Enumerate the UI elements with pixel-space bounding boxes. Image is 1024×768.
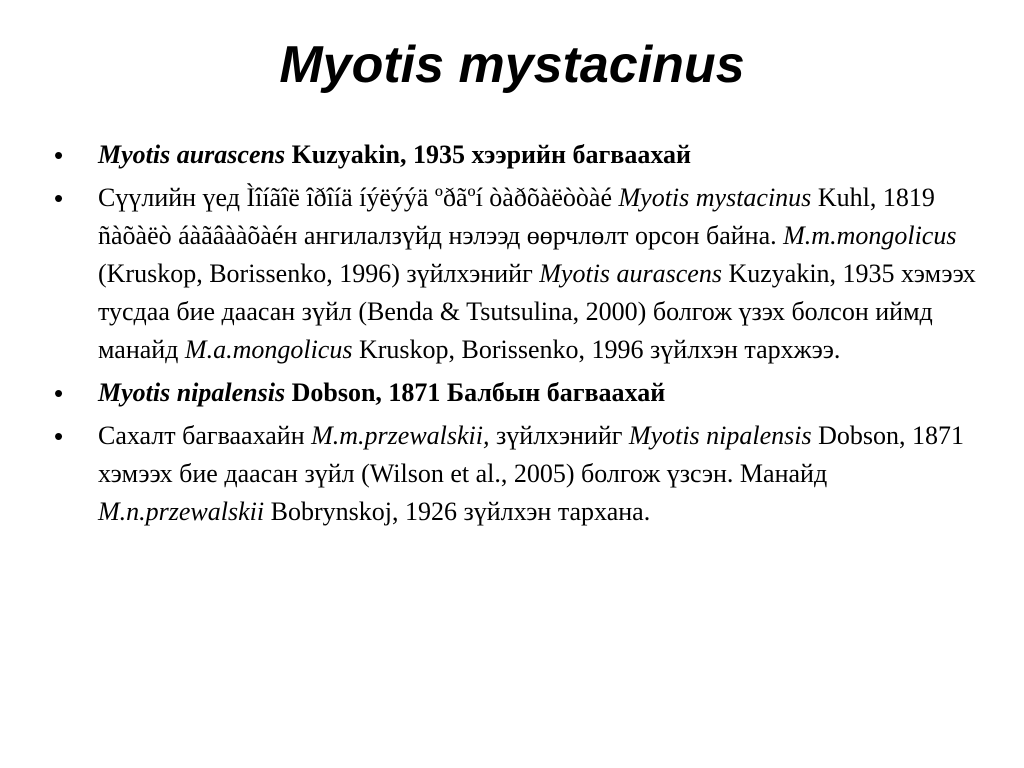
bullet-text-segment: Kuzyakin, 1935 хээрийн багваахай	[285, 140, 691, 169]
bullet-text-segment: Bobrynskoj, 1926 зүйлхэн тархана.	[264, 497, 651, 526]
bullet-list	[54, 136, 984, 536]
slide-title: Myotis mystacinus	[279, 36, 745, 94]
bullet-text-segment: Dobson, 1871 Балбын багваахай	[285, 378, 666, 407]
bullet-text-segment: Kuzyakin, 1935 хэмээх тусдаа бие даасан зүйл (Benda & Tsutsulina, 2000) болгож үзэх болсон иймд манайд	[98, 259, 976, 364]
bullet-item	[54, 136, 984, 174]
bullet-text-segment: Kruskop, Borissenko, 1996 зүйлхэн тархжээ.	[352, 335, 841, 364]
bullet-icon: •	[54, 140, 64, 170]
bullet-text-segment: M.m.przewalskii,	[311, 421, 490, 450]
bullet-item	[54, 417, 984, 531]
bullet-text-segment: M.n.przewalskii	[98, 497, 265, 526]
bullet-text-segment: M.a.mongolicus	[184, 335, 353, 364]
bullet-text-segment: Myotis nipalensis	[628, 421, 812, 450]
bullet-item	[54, 179, 984, 369]
bullet-text-segment: (Kruskop, Borissenko, 1996) зүйлхэнийг	[98, 259, 540, 288]
bullet-text-segment: Myotis nipalensis	[98, 378, 286, 407]
bullet-text-segment: Dobson, 1871 хэмээх бие даасан зүйл (Wilson et al., 2005) болгож үзсэн. Манайд	[98, 421, 965, 488]
bullet-text-segment: Сүүлийн үед Ìîíãîë îðîíä íýëýýä ºðãºí òàðõàëòòàé	[98, 183, 619, 212]
bullet-text-segment: Kuhl, 1819 ñàõàëò áàãâààõàéн ангилалзүйд нэлээд өөрчлөлт орсон байна.	[98, 183, 935, 250]
bullet-text-segment: Myotis aurascens	[539, 259, 722, 288]
bullet-icon: •	[54, 378, 64, 408]
bullet-text-segment: Myotis aurascens	[98, 140, 286, 169]
bullet-item	[54, 374, 984, 412]
bullet-text-segment: зүйлхэнийг	[489, 421, 629, 450]
bullet-icon: •	[54, 421, 64, 451]
bullet-icon: •	[54, 183, 64, 213]
bullet-text-segment: Сахалт багваахайн	[98, 421, 312, 450]
bullet-text-segment: M.m.mongolicus	[783, 221, 957, 250]
bullet-text-segment: Myotis mystacinus	[618, 183, 812, 212]
